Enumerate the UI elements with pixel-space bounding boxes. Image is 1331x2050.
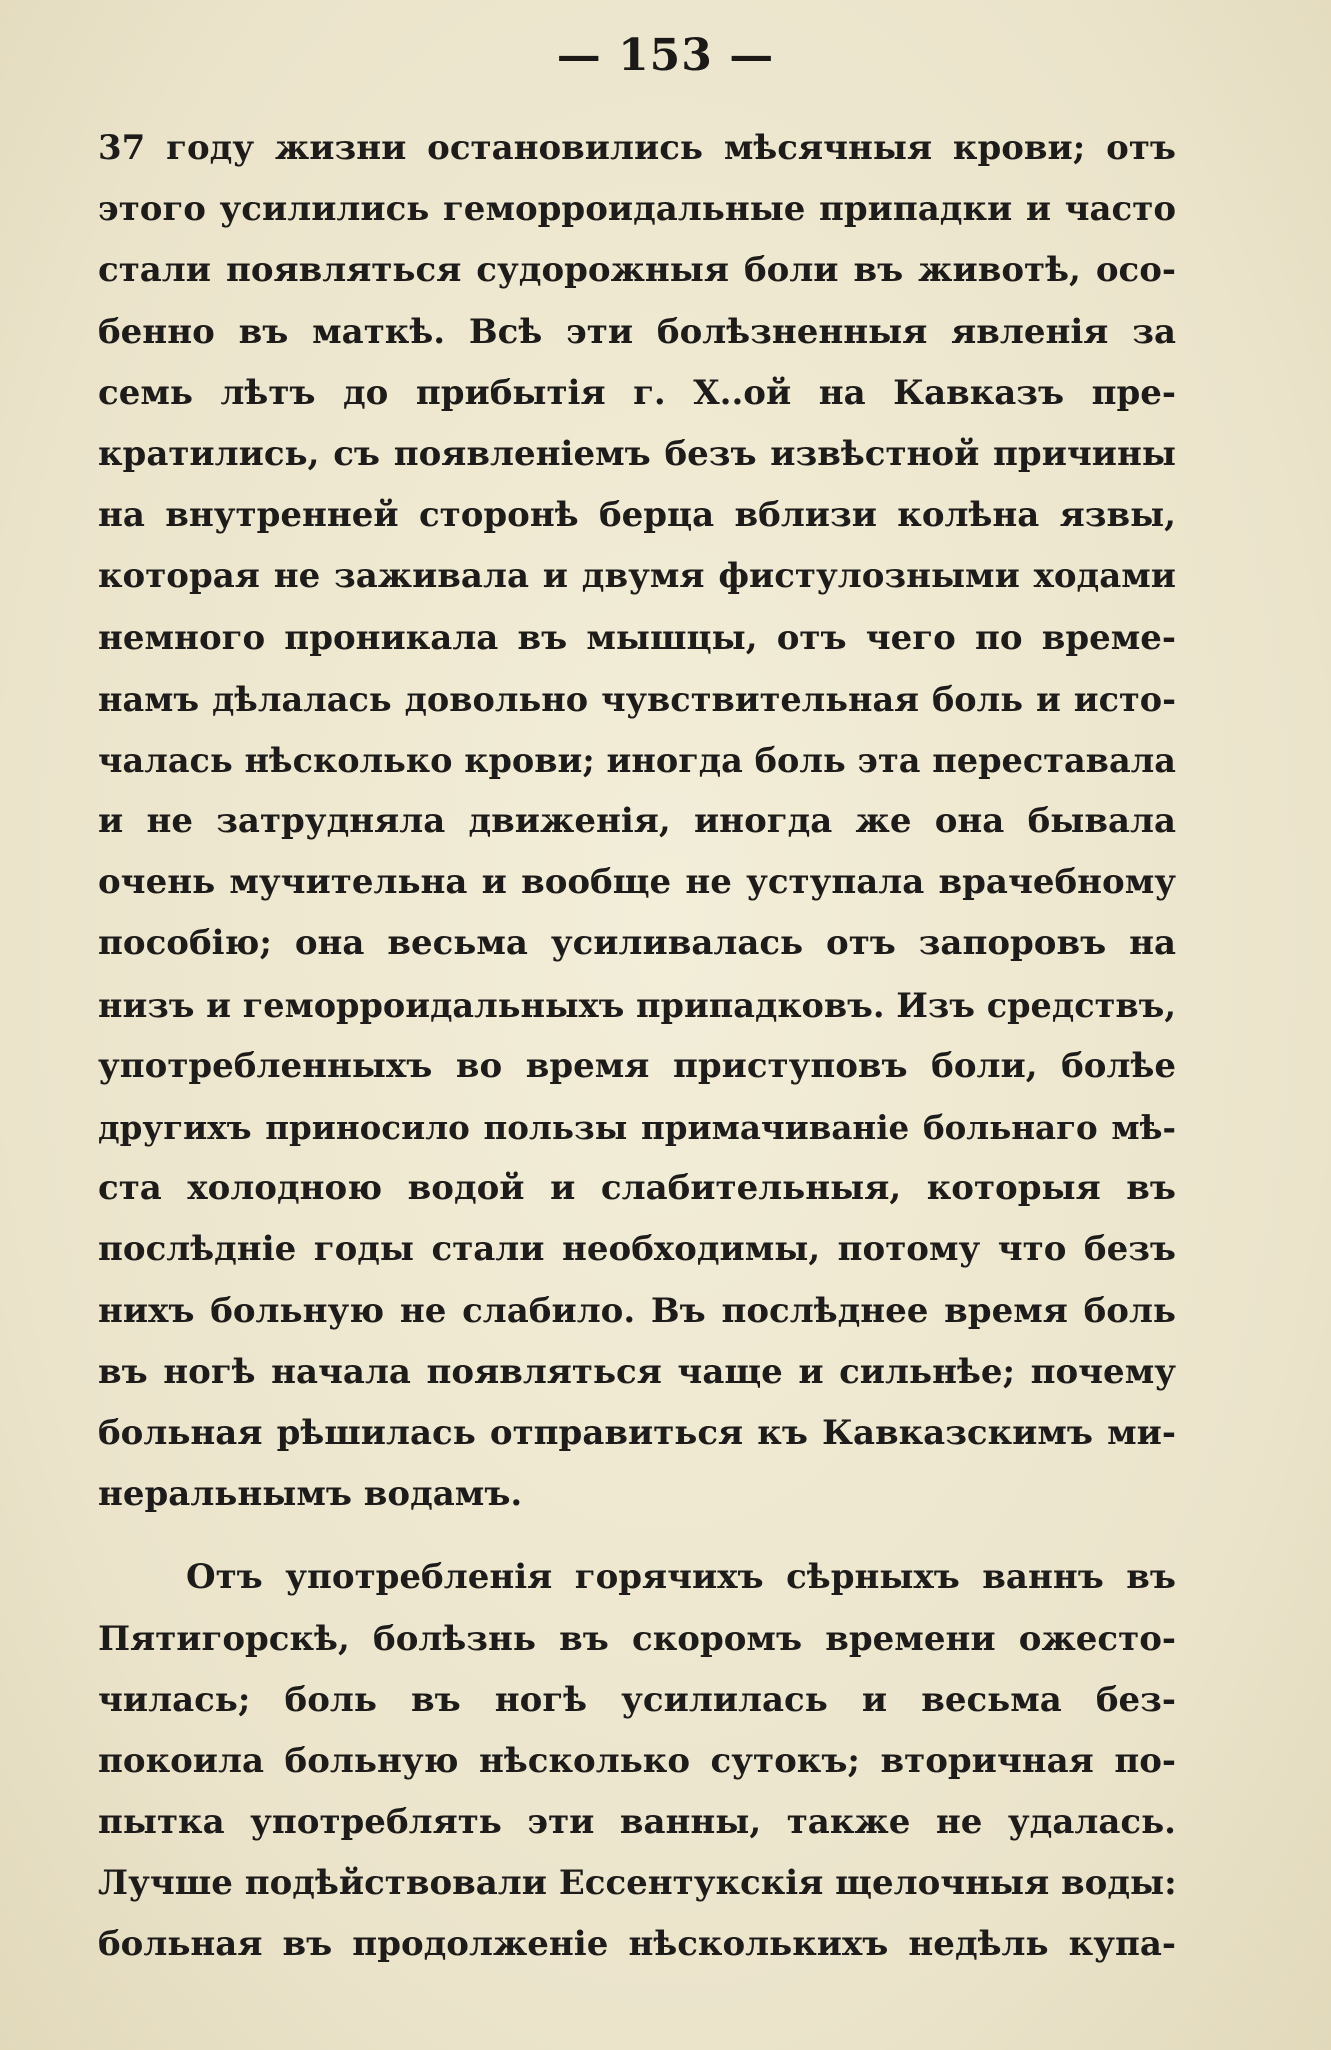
text-line: Лучше подѣйствовали Ессентукскія щелочныя воды:: [98, 1863, 1177, 1904]
text-line: намъ дѣлалась довольно чувствительная боль и исто-: [98, 679, 1176, 719]
text-line: нихъ больную не слабило. Въ послѣднее время боль: [98, 1290, 1176, 1331]
text-line: покоила больную нѣсколько сутокъ; вторичная по-: [98, 1740, 1176, 1781]
text-line: немного проникала въ мышцы, отъ чего по време-: [98, 617, 1176, 658]
text-line: послѣдніе годы стали необходимы, потому что безъ: [98, 1229, 1176, 1270]
text-line: низъ и геморроидальныхъ припадковъ. Изъ средствъ,: [98, 985, 1176, 1025]
text-line: ста холодною водой и слабительныя, которыя въ: [98, 1168, 1176, 1209]
text-line: которая не заживала и двумя фистулозными ходами: [98, 556, 1176, 597]
text-line: другихъ приносило пользы примачиваніе больнаго мѣ-: [98, 1108, 1176, 1147]
text-line: семь лѣтъ до прибытія г. Х..ой на Кавказъ пре-: [98, 372, 1176, 413]
text-line-last: неральнымъ водамъ.: [98, 1474, 523, 1515]
text-line: въ ногѣ начала появляться чаще и сильнѣе; почему: [98, 1351, 1176, 1392]
text-line: больная въ продолженіе нѣсколькихъ недѣль купа-: [98, 1924, 1176, 1965]
text-line: больная рѣшилась отправиться къ Кавказскимъ ми-: [98, 1412, 1176, 1453]
paragraph-2: [98, 1547, 1176, 1975]
paragraph-1: [98, 118, 1176, 1525]
text-line: очень мучительна и вообще не уступала врачебному: [98, 862, 1176, 903]
text-line: чалась нѣсколько крови; иногда боль эта переставала: [98, 740, 1176, 780]
text-line: 37 году жизни остановились мѣсячныя крови; отъ: [98, 128, 1176, 168]
text-line: употребленныхъ во время приступовъ боли, болѣе: [98, 1045, 1176, 1086]
text-line-indent: Отъ употребленія горячихъ сѣрныхъ ваннъ въ: [186, 1557, 1176, 1598]
text-line: и не затрудняла движенія, иногда же она бывала: [98, 801, 1176, 842]
text-line: кратились, съ появленіемъ безъ извѣстной причины: [98, 433, 1176, 474]
text-line: этого усилились геморроидальные припадки и часто: [98, 189, 1176, 230]
text-line: пособію; она весьма усиливалась отъ запоровъ на: [98, 923, 1176, 964]
text-line: бенно въ маткѣ. Всѣ эти болѣзненныя явленія за: [98, 311, 1176, 352]
text-line: пытка употреблять эти ванны, также не удалась.: [98, 1802, 1176, 1843]
text-line: на внутренней сторонѣ берца вблизи колѣна язвы,: [98, 495, 1176, 536]
text-line: чилась; боль въ ногѣ усилилась и весьма без-: [98, 1679, 1176, 1720]
text-line: Пятигорскѣ, болѣзнь въ скоромъ времени ожесто-: [98, 1618, 1176, 1659]
body-text: [98, 118, 1176, 1976]
page-number: — 153 —: [556, 30, 775, 81]
text-line: стали появляться судорожныя боли въ животѣ, осо-: [98, 250, 1176, 291]
